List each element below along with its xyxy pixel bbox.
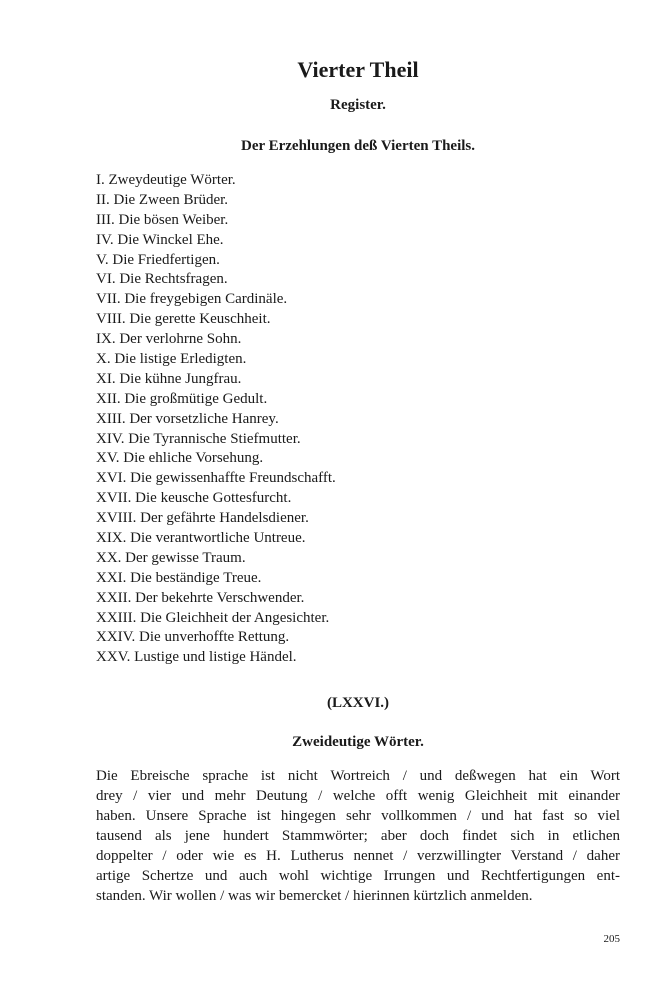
part-title: Vierter Theil xyxy=(297,57,419,82)
toc-item: XXI. Die beständige Treue. xyxy=(96,569,262,586)
toc-item: I. Zweydeutige Wörter. xyxy=(96,172,236,188)
paragraph-line: doppelter / oder wie es H. Lutherus nennet / verzwillingter Verstand / daher xyxy=(96,848,620,864)
paragraph-line: haben. Unsere Sprache ist hingegen sehr vollkommen / und hat fast so viel xyxy=(96,808,620,824)
toc-item: XI. Die kühne Jungfrau. xyxy=(96,370,242,387)
toc-item: XV. Die ehliche Vorsehung. xyxy=(96,450,264,467)
toc-item: XXII. Der bekehrte Verschwender. xyxy=(96,589,305,606)
document-page xyxy=(96,0,620,990)
toc-item: V. Die Friedfertigen. xyxy=(96,251,220,268)
page-number: 205 xyxy=(603,933,620,945)
body-paragraph xyxy=(96,766,620,906)
toc-item: VII. Die freygebigen Cardinäle. xyxy=(96,291,288,308)
toc-item: IV. Die Winckel Ehe. xyxy=(96,231,224,248)
toc-item: XXIV. Die unverhoffte Rettung. xyxy=(96,629,290,646)
table-of-contents xyxy=(96,171,620,668)
toc-item: XVIII. Der gefährte Handelsdiener. xyxy=(96,510,309,527)
toc-item: VI. Die Rechtsfragen. xyxy=(96,271,228,288)
toc-item: III. Die bösen Weiber. xyxy=(96,211,229,228)
toc-item: II. Die Zween Brüder. xyxy=(96,191,229,208)
toc-item: XXV. Lustige und listige Händel. xyxy=(96,649,297,666)
toc-item: XXIII. Die Gleichheit der Angesichter. xyxy=(96,609,330,626)
toc-item: VIII. Die gerette Keuschheit. xyxy=(96,311,271,328)
toc-item: XIII. Der vorsetzliche Hanrey. xyxy=(96,410,279,427)
register-subheading: Der Erzehlungen deß Vierten Theils. xyxy=(240,138,476,154)
toc-item: XVI. Die gewissenhaffte Freundschafft. xyxy=(96,470,336,487)
paragraph-line: Die Ebreische sprache ist nicht Wortreich / und deßwegen hat ein Wort xyxy=(96,768,620,784)
paragraph-line: artige Schertze und auch wohl wichtige Irrungen und Rechtfertigungen ent- xyxy=(96,868,620,884)
register-heading: Register. xyxy=(330,97,386,113)
toc-item: IX. Der verlohrne Sohn. xyxy=(96,331,242,348)
chapter-title: Zweideutige Wörter. xyxy=(292,734,424,750)
toc-item: XIX. Die verantwortliche Untreue. xyxy=(96,530,306,547)
chapter-number: (LXXVI.) xyxy=(326,695,390,711)
paragraph-line: drey / vier und mehr Deutung / welche offt wenig Gleichheit mit einander xyxy=(96,788,620,804)
toc-item: XII. Die großmütige Gedult. xyxy=(96,390,268,407)
paragraph-line: standen. Wir wollen / was wir bemercket / hierinnen kürtzlich anmelden. xyxy=(96,888,533,904)
paragraph-line: tausend als jene hundert Stammwörter; aber doch findet sich in etlichen xyxy=(96,828,620,844)
toc-item: XVII. Die keusche Gottesfurcht. xyxy=(96,490,292,507)
toc-item: XX. Der gewisse Traum. xyxy=(96,549,246,566)
toc-item: XIV. Die Tyrannische Stiefmutter. xyxy=(96,430,301,447)
toc-item: X. Die listige Erledigten. xyxy=(96,351,247,368)
